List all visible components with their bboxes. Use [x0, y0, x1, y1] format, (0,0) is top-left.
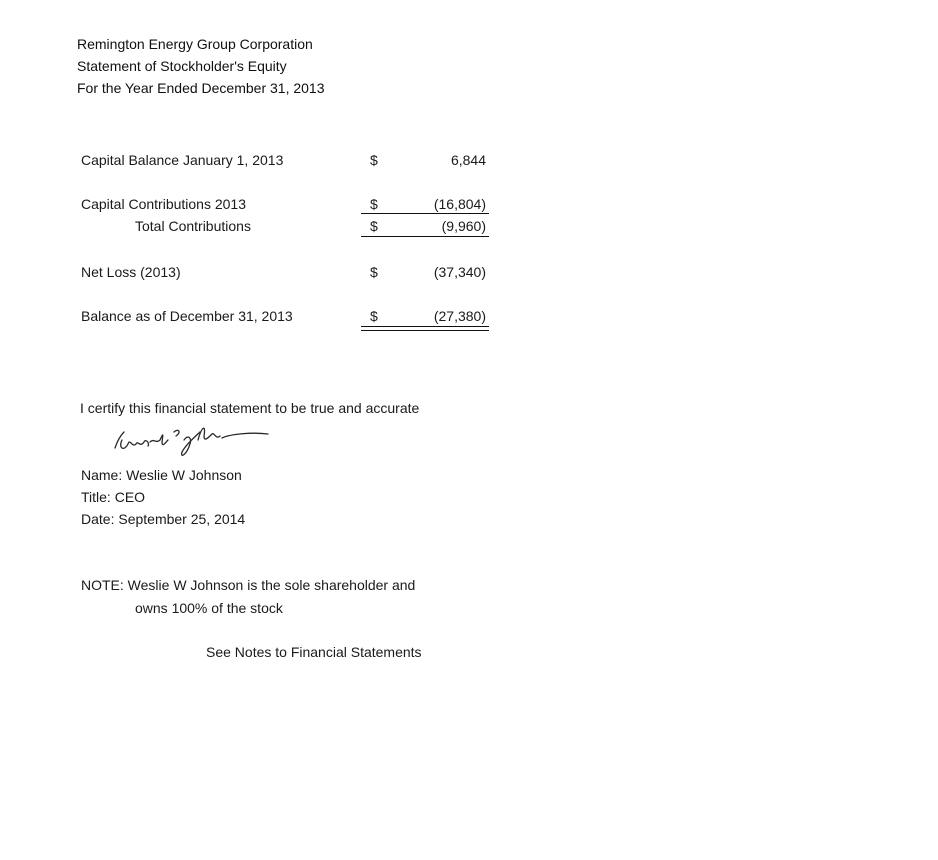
signature-date: Date: September 25, 2014 [81, 511, 246, 527]
statement-period: For the Year Ended December 31, 2013 [77, 80, 325, 96]
statement-title: Statement of Stockholder's Equity [77, 58, 287, 74]
row-net-loss-label: Net Loss (2013) [81, 264, 181, 280]
signer-title: Title: CEO [81, 489, 146, 505]
ownership-note-line-2: owns 100% of the stock [135, 600, 283, 616]
row-ending-balance-label: Balance as of December 31, 2013 [81, 308, 293, 324]
double-rule-top [361, 326, 489, 327]
row-capital-balance-currency: $ [370, 152, 378, 168]
company-name: Remington Energy Group Corporation [77, 36, 313, 52]
signature-image [112, 418, 272, 460]
row-total-contributions-label: Total Contributions [135, 218, 251, 234]
row-total-contributions-amount: (9,960) [441, 218, 486, 234]
certification-statement: I certify this financial statement to be true and accurate [80, 400, 420, 416]
footer-notes-reference: See Notes to Financial Statements [206, 644, 422, 660]
row-total-contributions-currency: $ [370, 218, 378, 234]
row-ending-balance-amount: (27,380) [433, 308, 486, 324]
row-net-loss-amount: (37,340) [433, 264, 486, 280]
subtotal-rule [361, 213, 489, 214]
row-capital-contributions-label: Capital Contributions 2013 [81, 196, 246, 212]
row-capital-contributions-currency: $ [370, 196, 378, 212]
double-rule-bottom [361, 330, 489, 331]
row-ending-balance-currency: $ [370, 308, 378, 324]
total-rule [361, 236, 489, 237]
row-capital-balance-label: Capital Balance January 1, 2013 [81, 152, 284, 168]
row-capital-balance-amount: 6,844 [450, 152, 486, 168]
ownership-note-line-1: NOTE: Weslie W Johnson is the sole shareholder and [81, 577, 416, 593]
signer-name: Name: Weslie W Johnson [81, 467, 242, 483]
row-capital-contributions-amount: (16,804) [433, 196, 486, 212]
row-net-loss-currency: $ [370, 264, 378, 280]
